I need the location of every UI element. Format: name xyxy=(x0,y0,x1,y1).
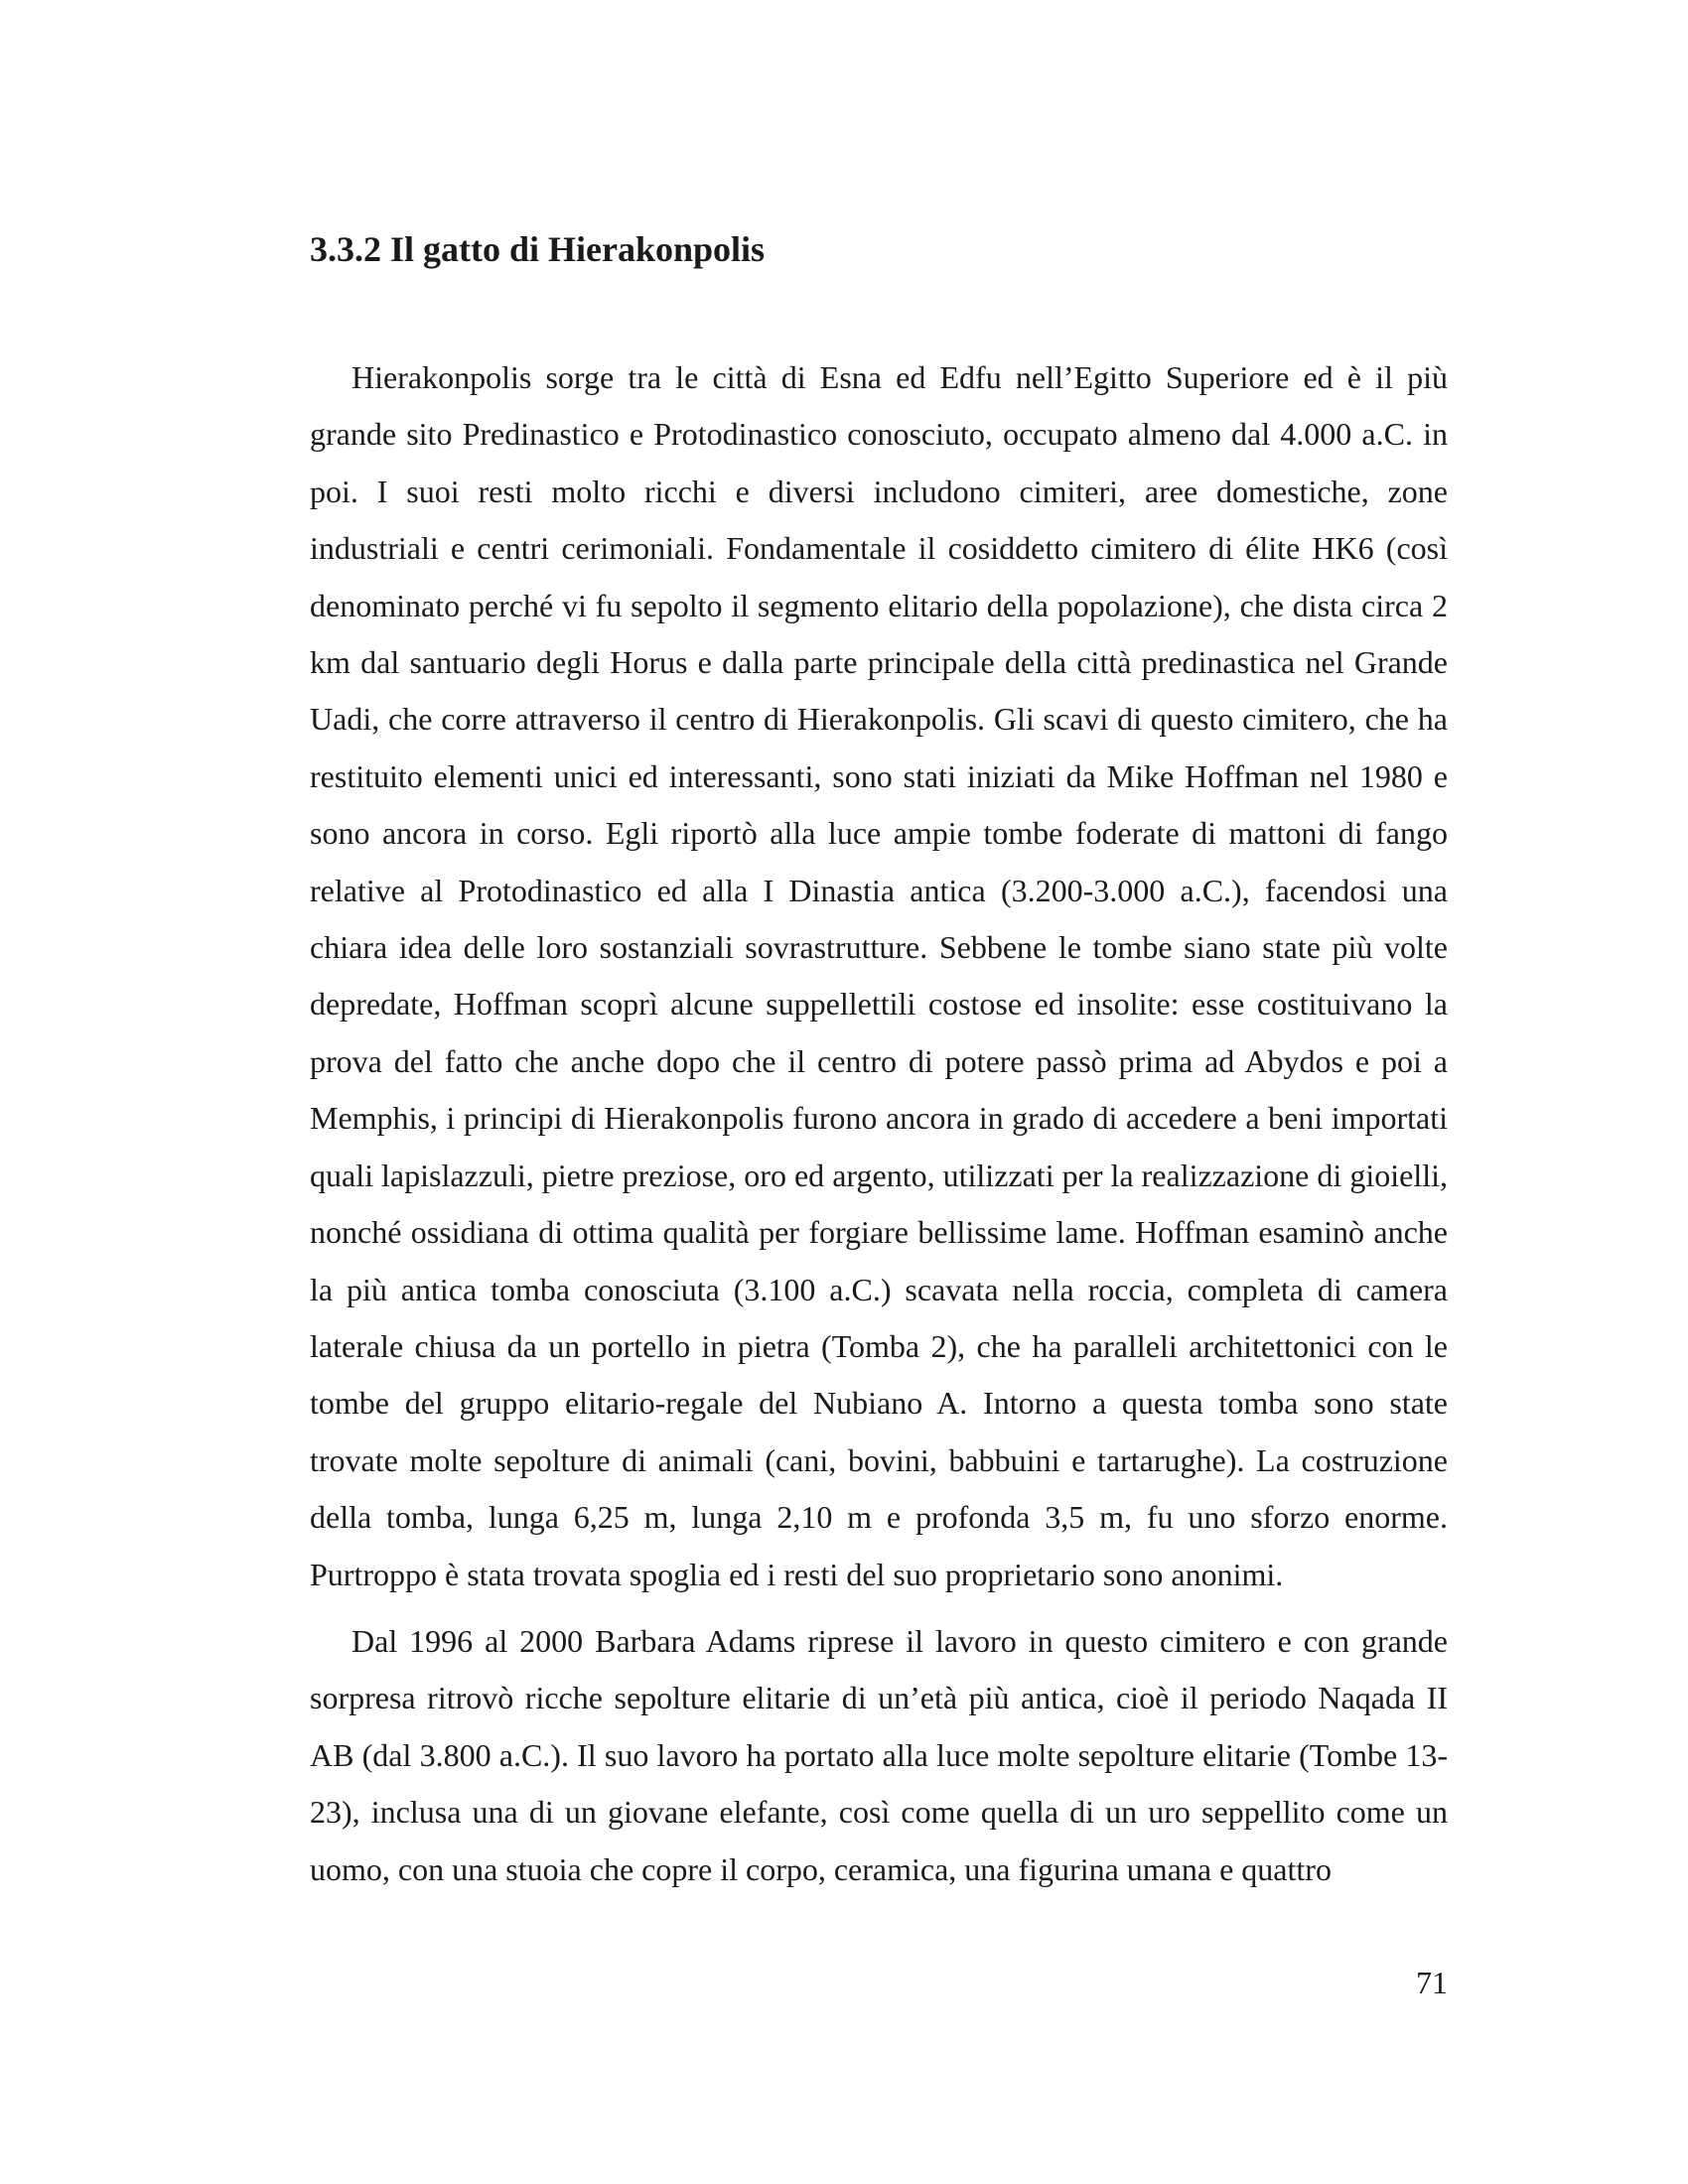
body-text xyxy=(310,349,1448,1898)
page-number: 71 xyxy=(1416,1965,1448,2000)
section-heading: 3.3.2 Il gatto di Hierakonpolis xyxy=(310,229,766,269)
paragraph-barbara-adams: Dal 1996 al 2000 Barbara Adams riprese il lavoro in questo cimitero e con grande sorpresa ritrovò ricche sepolture elitarie di un’età più antica, cioè il periodo Naqada II AB (dal 3.800 a.C.). Il suo lavoro ha portato alla luce molte sepolture elitarie (Tombe 13-23), inclusa una di un giovane elefante, così come quella di un uro seppellito come un uomo, con una stuoia che copre il corpo, ceramica, una figurina umana e quattro xyxy=(310,1622,1448,1887)
paragraph-hierakonpolis-site: Hierakonpolis sorge tra le città di Esna ed Edfu nell’Egitto Superiore ed è il più grande sito Predinastico e Protodinastico conosciuto, occupato almeno dal 4.000 a.C. in poi. I suoi resti molto ricchi e diversi includono cimiteri, aree domestiche, zone industriali e centri cerimoniali. Fondamentale il cosiddetto cimitero di élite HK6 (così denominato perché vi fu sepolto il segmento elitario della popolazione), che dista circa 2 km dal santuario degli Horus e dalla parte principale della città predinastica nel Grande Uadi, che corre attraverso il centro di Hierakonpolis. Gli scavi di questo cimitero, che ha restituito elementi unici ed interessanti, sono stati iniziati da Mike Hoffman nel 1980 e sono ancora in corso. Egli riportò alla luce ampie tombe foderate di mattoni di fango relative al Protodinastico ed alla I Dinastia antica (3.200-3.000 a.C.), facendosi una chiara idea delle loro sostanziali sovrastrutture. Sebbene le tombe siano state più volte depredate, Hoffman scoprì alcune suppellettili costose ed insolite: esse costituivano la prova del fatto che anche dopo che il centro di potere passò prima ad Abydos e poi a Memphis, i principi di Hierakonpolis furono ancora in grado di accedere a beni importati quali lapislazzuli, pietre preziose, oro ed argento, utilizzati per la realizzazione di gioielli, nonché ossidiana di ottima qualità per forgiare bellissime lame. Hoffman esaminò anche la più antica tomba conosciuta (3.100 a.C.) scavata nella roccia, completa di camera laterale chiusa da un portello in pietra (Tomba 2), che ha paralleli architettonici con le tombe del gruppo elitario-regale del Nubiano A. Intorno a questa tomba sono state trovate molte sepolture di animali (cani, bovini, babbuini e tartarughe). La costruzione della tomba, lunga 6,25 m, lunga 2,10 m e profonda 3,5 m, fu uno sforzo enorme. Purtroppo è stata trovata spoglia ed i resti del suo proprietario sono anonimi. xyxy=(310,359,1448,1592)
